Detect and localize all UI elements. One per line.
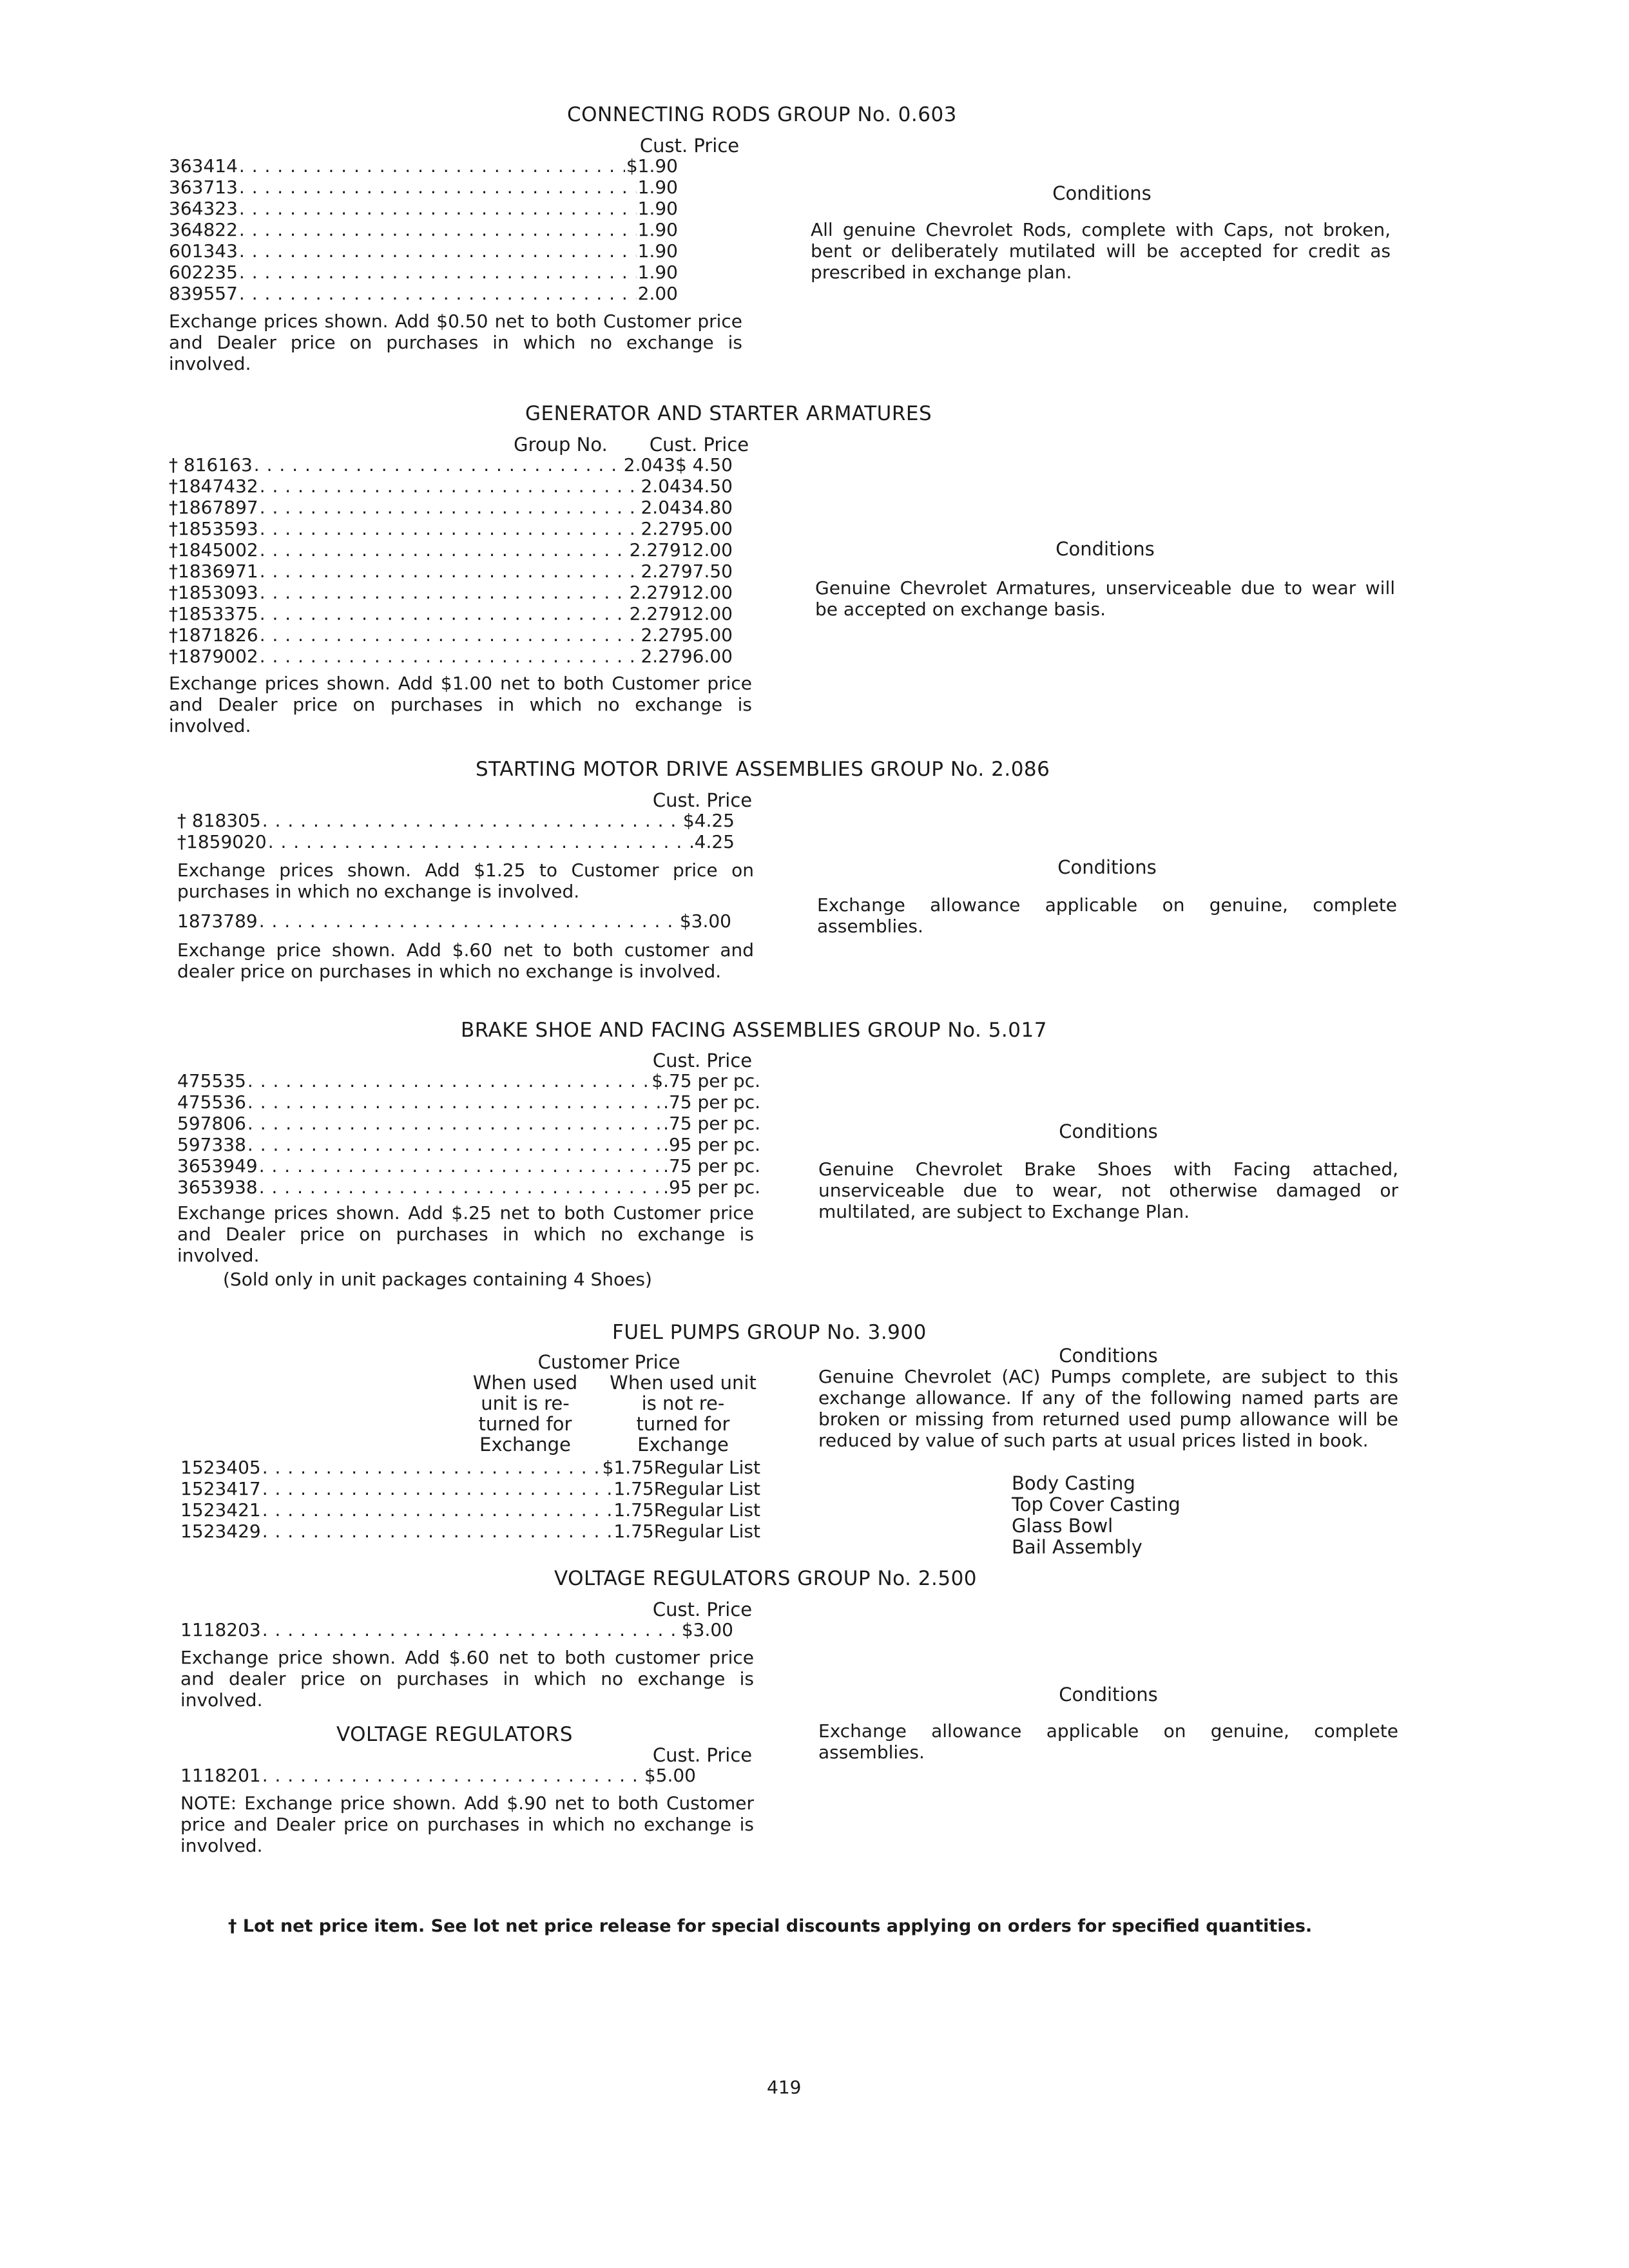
conditions-heading: Conditions <box>1059 1120 1158 1142</box>
price: $1.90 <box>626 155 678 177</box>
price-header: Cust. Price <box>652 1599 753 1620</box>
price: 4.50 <box>692 476 733 497</box>
price-header: Cust. Price <box>652 1744 753 1766</box>
table-row <box>169 156 678 177</box>
part-number: †1845002 <box>169 539 258 561</box>
part-number: 475535 <box>177 1070 246 1091</box>
price: $3.00 <box>679 910 731 932</box>
column-header-line: Exchange <box>479 1434 571 1456</box>
table-row <box>177 1156 760 1177</box>
table-row <box>169 646 733 668</box>
table-row <box>177 1113 760 1135</box>
table-row <box>177 1092 760 1113</box>
no-exchange-price: Regular List <box>653 1457 760 1478</box>
part-number: †1871826 <box>169 624 258 646</box>
armatures-title: GENERATOR AND STARTER ARMATURES <box>525 402 932 425</box>
table-row <box>180 1457 760 1479</box>
part-number: 1523405 <box>180 1457 261 1478</box>
price: .75 per pc. <box>663 1155 760 1177</box>
voltage-regulators-conditions: Exchange allowance applicable on genuine, complete assemblies. <box>818 1720 1398 1763</box>
table-row <box>169 476 733 497</box>
group-header: Group No. <box>514 434 608 456</box>
table-row <box>180 1479 760 1500</box>
table-row <box>169 198 678 220</box>
price: $ 4.50 <box>675 454 733 476</box>
starting-drive-note: Exchange prices shown. Add $1.25 to Customer price on purchases in which no exchange is involved. <box>177 860 754 902</box>
price-header: Cust. Price <box>639 135 740 157</box>
table-row <box>180 1521 760 1542</box>
table-row <box>180 1500 760 1521</box>
parts-list-item: Glass Bowl <box>1012 1515 1113 1537</box>
price-header: Cust. Price <box>652 1050 753 1072</box>
starting-drive-note: Exchange price shown. Add $.60 net to both customer and dealer price on purchases in which no exchange is involved. <box>177 939 754 982</box>
brake-shoes-title: BRAKE SHOE AND FACING ASSEMBLIES GROUP No. 5.017 <box>461 1019 1047 1042</box>
conditions-heading: Conditions <box>1055 538 1155 560</box>
conditions-heading: Conditions <box>1057 856 1157 878</box>
footnote: † Lot net price item. See lot net price release for special discounts applying on orders for specified quantities. <box>228 1916 1313 1936</box>
brake-shoes-note: Exchange prices shown. Add $.25 net to both Customer price and Dealer price on purchases in which no exchange is involved. <box>177 1202 754 1266</box>
part-number: 1523417 <box>180 1478 261 1499</box>
price-header: Cust. Price <box>652 789 753 811</box>
conditions-heading: Conditions <box>1059 1684 1158 1706</box>
table-row <box>169 262 678 284</box>
group-number: 2.043 <box>641 497 693 518</box>
table-row <box>169 241 678 262</box>
sold-note: (Sold only in unit packages containing 4 Shoes) <box>223 1269 652 1290</box>
price: 1.90 <box>637 219 678 240</box>
table-row <box>169 177 678 198</box>
table-row <box>180 1765 696 1787</box>
parts-list-item: Bail Assembly <box>1012 1536 1142 1558</box>
part-number: 364323 <box>169 198 238 219</box>
group-number: 2.279 <box>629 603 681 624</box>
part-number: 602235 <box>169 262 238 283</box>
table-row <box>169 582 733 604</box>
voltage-regulators-note: Exchange price shown. Add $.60 net to both customer price and dealer price on purchases in which no exchange is involved. <box>180 1647 754 1711</box>
table-row <box>177 1071 760 1092</box>
table-row <box>177 832 735 853</box>
part-number: †1847432 <box>169 476 258 497</box>
price-header: Customer Price <box>537 1351 680 1373</box>
column-header-line: turned for <box>478 1413 572 1435</box>
price: 7.50 <box>692 561 733 582</box>
price: $3.00 <box>681 1619 733 1640</box>
price: .75 per pc. <box>663 1113 760 1134</box>
group-number: 2.279 <box>629 582 681 603</box>
price: .95 per pc. <box>663 1134 760 1155</box>
part-number: 363414 <box>169 155 238 177</box>
connecting-rods-conditions: All genuine Chevrolet Rods, complete with Caps, not broken, bent or deliberately mutilated will be accepted for credit as prescribed in exchange plan. <box>811 219 1391 283</box>
parts-list-item: Top Cover Casting <box>1012 1494 1181 1515</box>
voltage-regulators-subtitle: VOLTAGE REGULATORS <box>336 1723 573 1746</box>
column-header-line: When used <box>472 1372 578 1394</box>
no-exchange-price: Regular List <box>653 1499 760 1521</box>
conditions-heading: Conditions <box>1059 1345 1158 1367</box>
part-number: †1853375 <box>169 603 258 624</box>
table-row <box>169 519 733 540</box>
group-number: 2.279 <box>641 561 693 582</box>
table-row <box>177 1135 760 1156</box>
price: $4.25 <box>682 810 735 831</box>
table-row <box>169 561 733 582</box>
part-number: 839557 <box>169 283 238 304</box>
part-number: 475536 <box>177 1091 246 1113</box>
part-number: 597338 <box>177 1134 246 1155</box>
no-exchange-column-header <box>599 1372 767 1455</box>
price: 5.00 <box>692 518 733 539</box>
part-number: 1873789 <box>177 910 258 932</box>
exchange-price: $1.75 <box>602 1457 654 1478</box>
price: 6.00 <box>692 646 733 667</box>
table-row <box>177 811 735 832</box>
starting-drive-conditions: Exchange allowance applicable on genuine, complete assemblies. <box>817 894 1397 937</box>
column-header-line: turned for <box>636 1413 730 1435</box>
price: 12.00 <box>680 603 733 624</box>
price: 1.90 <box>637 240 678 262</box>
exchange-price: 1.75 <box>613 1499 654 1521</box>
price: 1.90 <box>637 198 678 219</box>
part-number: 363713 <box>169 177 238 198</box>
price-header: Cust. Price <box>649 434 749 456</box>
table-row <box>177 1177 760 1198</box>
part-number: †1836971 <box>169 561 258 582</box>
price: 4.80 <box>692 497 733 518</box>
column-header-line: is not re- <box>641 1392 725 1414</box>
group-number: 2.043 <box>623 454 675 476</box>
table-row <box>169 220 678 241</box>
part-number: 1523429 <box>180 1521 261 1542</box>
column-header-line: Exchange <box>637 1434 729 1456</box>
table-row <box>169 540 733 561</box>
armatures-conditions: Genuine Chevrolet Armatures, unserviceable due to wear will be accepted on exchange basis. <box>815 577 1395 620</box>
armatures-note: Exchange prices shown. Add $1.00 net to both Customer price and Dealer price on purchases in which no exchange is involved. <box>169 673 752 736</box>
part-number: †1853593 <box>169 518 258 539</box>
price: 12.00 <box>680 582 733 603</box>
part-number: 1118201 <box>180 1765 261 1786</box>
price: $.75 per pc. <box>651 1070 760 1091</box>
column-header-line: When used unit <box>610 1372 757 1394</box>
group-number: 2.279 <box>641 624 693 646</box>
part-number: 3653938 <box>177 1177 258 1198</box>
part-number: †1867897 <box>169 497 258 518</box>
brake-shoes-conditions: Genuine Chevrolet Brake Shoes with Facing attached, unserviceable due to wear, not otherwise damaged or multilated, are subject to Exchange Plan. <box>818 1158 1398 1222</box>
price: 5.00 <box>692 624 733 646</box>
parts-list <box>1012 1473 1181 1558</box>
part-number: 1118203 <box>180 1619 261 1640</box>
part-number: †1859020 <box>177 831 267 852</box>
fuel-pumps-title: FUEL PUMPS GROUP No. 3.900 <box>612 1321 927 1344</box>
group-number: 2.043 <box>641 476 693 497</box>
part-number: 601343 <box>169 240 238 262</box>
voltage-regulators-note2: NOTE: Exchange price shown. Add $.90 net to both Customer price and Dealer price on purchases in which no exchange is involved. <box>180 1792 754 1856</box>
voltage-regulators-title: VOLTAGE REGULATORS GROUP No. 2.500 <box>554 1567 978 1590</box>
exchange-column-header <box>458 1372 593 1455</box>
part-number: 597806 <box>177 1113 246 1134</box>
table-row <box>169 625 733 646</box>
page-number: 419 <box>767 2077 802 2098</box>
part-number: † 818305 <box>177 810 261 831</box>
price: 4.25 <box>694 831 735 852</box>
no-exchange-price: Regular List <box>653 1478 760 1499</box>
table-row <box>169 284 678 305</box>
part-number: † 816163 <box>169 454 253 476</box>
group-number: 2.279 <box>641 518 693 539</box>
column-header-line: unit is re- <box>481 1392 570 1414</box>
group-number: 2.279 <box>641 646 693 667</box>
no-exchange-price: Regular List <box>653 1521 760 1542</box>
price: 2.00 <box>637 283 678 304</box>
price: .75 per pc. <box>663 1091 760 1113</box>
part-number: 3653949 <box>177 1155 258 1177</box>
table-row <box>169 604 733 625</box>
starting-drive-title: STARTING MOTOR DRIVE ASSEMBLIES GROUP No. 2.086 <box>476 758 1050 781</box>
table-row <box>177 911 731 932</box>
parts-list-item: Body Casting <box>1012 1472 1135 1494</box>
part-number: †1853093 <box>169 582 258 603</box>
price: .95 per pc. <box>663 1177 760 1198</box>
exchange-price: 1.75 <box>613 1478 654 1499</box>
price: 1.90 <box>637 262 678 283</box>
exchange-price: 1.75 <box>613 1521 654 1542</box>
price: $5.00 <box>644 1765 696 1786</box>
table-row <box>169 497 733 519</box>
group-number: 2.279 <box>629 539 681 561</box>
table-row <box>169 455 733 476</box>
connecting-rods-title: CONNECTING RODS GROUP No. 0.603 <box>567 103 957 126</box>
table-row <box>180 1620 733 1641</box>
conditions-heading: Conditions <box>1052 182 1152 204</box>
price: 12.00 <box>680 539 733 561</box>
part-number: †1879002 <box>169 646 258 667</box>
price: 1.90 <box>637 177 678 198</box>
fuel-pumps-conditions: Genuine Chevrolet (AC) Pumps complete, are subject to this exchange allowance. If any of the following named parts are broken or missing from returned used pump allowance will be reduced by value of such parts at usual prices listed in book. <box>818 1366 1398 1451</box>
connecting-rods-note: Exchange prices shown. Add $0.50 net to both Customer price and Dealer price on purchases in which no exchange is involved. <box>169 311 742 374</box>
part-number: 1523421 <box>180 1499 261 1521</box>
part-number: 364822 <box>169 219 238 240</box>
